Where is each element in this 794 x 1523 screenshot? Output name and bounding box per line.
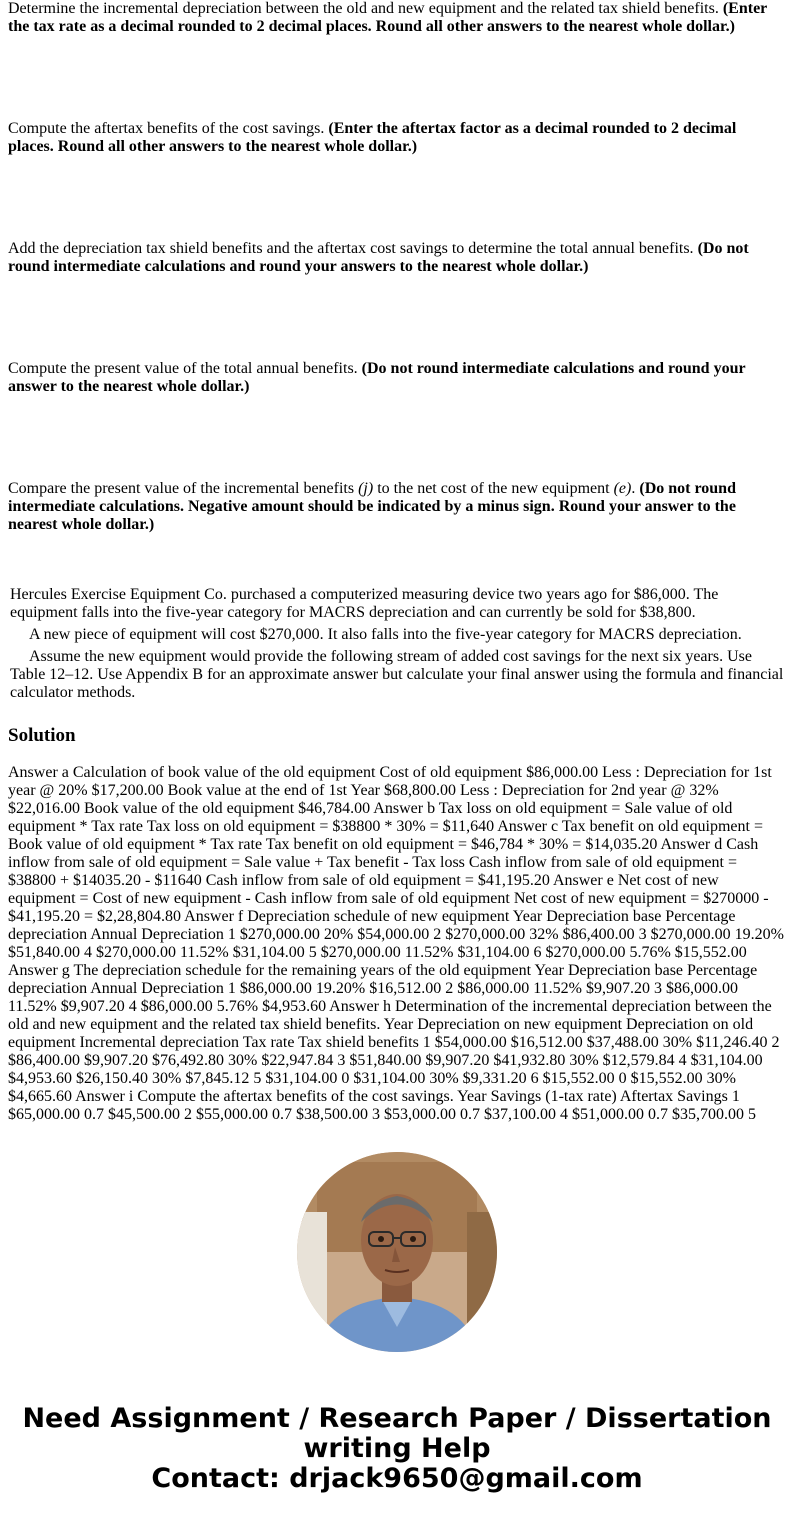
question-instruction: (Do not round intermediate calculations and round your answers to the nearest whole dollar.) (8, 240, 749, 275)
banner-contact: Contact: drjack9650@gmail.com (151, 1463, 643, 1494)
question-text: Determine the incremental depreciation between the old and new equipment and the related tax shield benefits. (8, 0, 723, 17)
banner-line: Need Assignment / Research Paper / Dissertation (22, 1403, 772, 1434)
solution-heading: Solution (8, 725, 76, 746)
question-text: . (631, 480, 640, 497)
question-ref-j: (j) (358, 480, 374, 497)
question-compare-present-value (8, 480, 786, 576)
question-text: Compute the present value of the total annual benefits. (8, 360, 362, 377)
question-text: Compare the present value of the incremental benefits (8, 480, 359, 497)
question-text: Compute the aftertax benefits of the cost savings. (8, 120, 329, 137)
contact-banner (0, 1404, 794, 1494)
avatar-photo (297, 1152, 497, 1352)
questions-section (8, 0, 786, 576)
problem-paragraph: A new piece of equipment will cost $270,000. It also falls into the five-year category for MACRS depreciation. (29, 626, 742, 643)
question-incremental-depreciation (8, 0, 786, 120)
problem-paragraph: Assume the new equipment would provide the following stream of added cost savings for the next six years. Use Table 12–12. Use Appendix B for an approximate answer but calculate your final answer using the formula and financial calculator methods. (10, 648, 784, 701)
question-present-value (8, 360, 786, 480)
avatar (297, 1152, 497, 1352)
question-text: Add the depreciation tax shield benefits and the aftertax cost savings to determine the total annual benefits. (8, 240, 698, 257)
question-aftertax-benefits (8, 120, 786, 240)
question-total-annual-benefits (8, 240, 786, 360)
banner-line: writing Help (303, 1433, 491, 1464)
question-instruction: (Do not round intermediate calculations. Negative amount should be indicated by a minus sign. Round your answer to the nearest whole dollar.) (8, 480, 736, 533)
question-text: to the net cost of the new equipment (373, 480, 614, 497)
question-instruction: (Enter the tax rate as a decimal rounded to 2 decimal places. Round all other answers to the nearest whole dollar.) (8, 0, 767, 35)
problem-statement (10, 586, 786, 706)
question-ref-e: (e) (613, 480, 632, 497)
solution-text: Answer a Calculation of book value of the old equipment Cost of old equipment $86,000.00 Less : Depreciation for 1st year @ 20% $17,200.00 Book value at the end of 1st Year $68,800.00 Less : Depreciation for 2nd year @ 32% $22,016.00 Book value of the old equipment $46,784.00 Answer b Tax loss on old equipment = Sale value of old equipment * Tax rate Tax loss on old equipment = $38800 * 30% = $11,640 Answer c Tax benefit on old equipment = Book value of old equipment * Tax rate Tax benefit on old equipment = $46,784 * 30% = $14,035.20 Answer d Cash inflow from sale of old equipment = Sale value + Tax benefit - Tax loss Cash inflow from sale of old equipment = $38800 + $14035.20 - $11640 Cash inflow from sale of old equipment = $41,195.20 Answer e Net cost of new equipment = Cost of new equipment - Cash inflow from sale of old equipment Net cost of new equipment = $270000 - $41,195.20 = $2,28,804.80 Answer f Depreciation schedule of new equipment Year Depreciation base Percentage depreciation Annual Depreciation 1 $270,000.00 20% $54,000.00 2 $270,000.00 32% $86,400.00 3 $270,000.00 19.20% $51,840.00 4 $270,000.00 11.52% $31,104.00 5 $270,000.00 11.52% $31,104.00 6 $270,000.00 5.76% $15,552.00 Answer g The depreciation schedule for the remaining years of the old equipment Year Depreciation base Percentage depreciation Annual Depreciation 1 $86,000.00 19.20% $16,512.00 2 $86,000.00 11.52% $9,907.20 3 $86,000.00 11.52% $9,907.20 4 $86,000.00 5.76% $4,953.60 Answer h Determination of the incremental depreciation between the old and new equipment and the related tax shield benefits. Year Depreciation on new equipment Depreciation on old equipment Incremental depreciation Tax rate Tax shield benefits 1 $54,000.00 $16,512.00 $37,488.00 30% $11,246.40 2 $86,400.00 $9,907.20 $76,492.80 30% $22,947.84 3 $51,840.00 $9,907.20 $41,932.80 30% $12,579.84 4 $31,104.00 $4,953.60 $26,150.40 30% $7,845.12 5 $31,104.00 0 $31,104.00 30% $9,331.20 6 $15,552.00 0 $15,552.00 30% $4,665.60 Answer i Compute the aftertax benefits of the cost savings. Year Savings (1-tax rate) Aftertax Savings 1 $65,000.00 0.7 $45,500.00 2 $55,000.00 0.7 $38,500.00 3 $53,000.00 0.7 $37,100.00 4 $51,000.00 0.7 $35,700.00 5 (8, 764, 784, 1123)
question-instruction: (Do not round intermediate calculations and round your answer to the nearest whole dollar.) (8, 360, 746, 395)
question-instruction: (Enter the aftertax factor as a decimal rounded to 2 decimal places. Round all other answers to the nearest whole dollar.) (8, 120, 737, 155)
problem-paragraph: Hercules Exercise Equipment Co. purchased a computerized measuring device two years ago for $86,000. The equipment falls into the five-year category for MACRS depreciation and can currently be sold for $38,800. (10, 586, 719, 621)
